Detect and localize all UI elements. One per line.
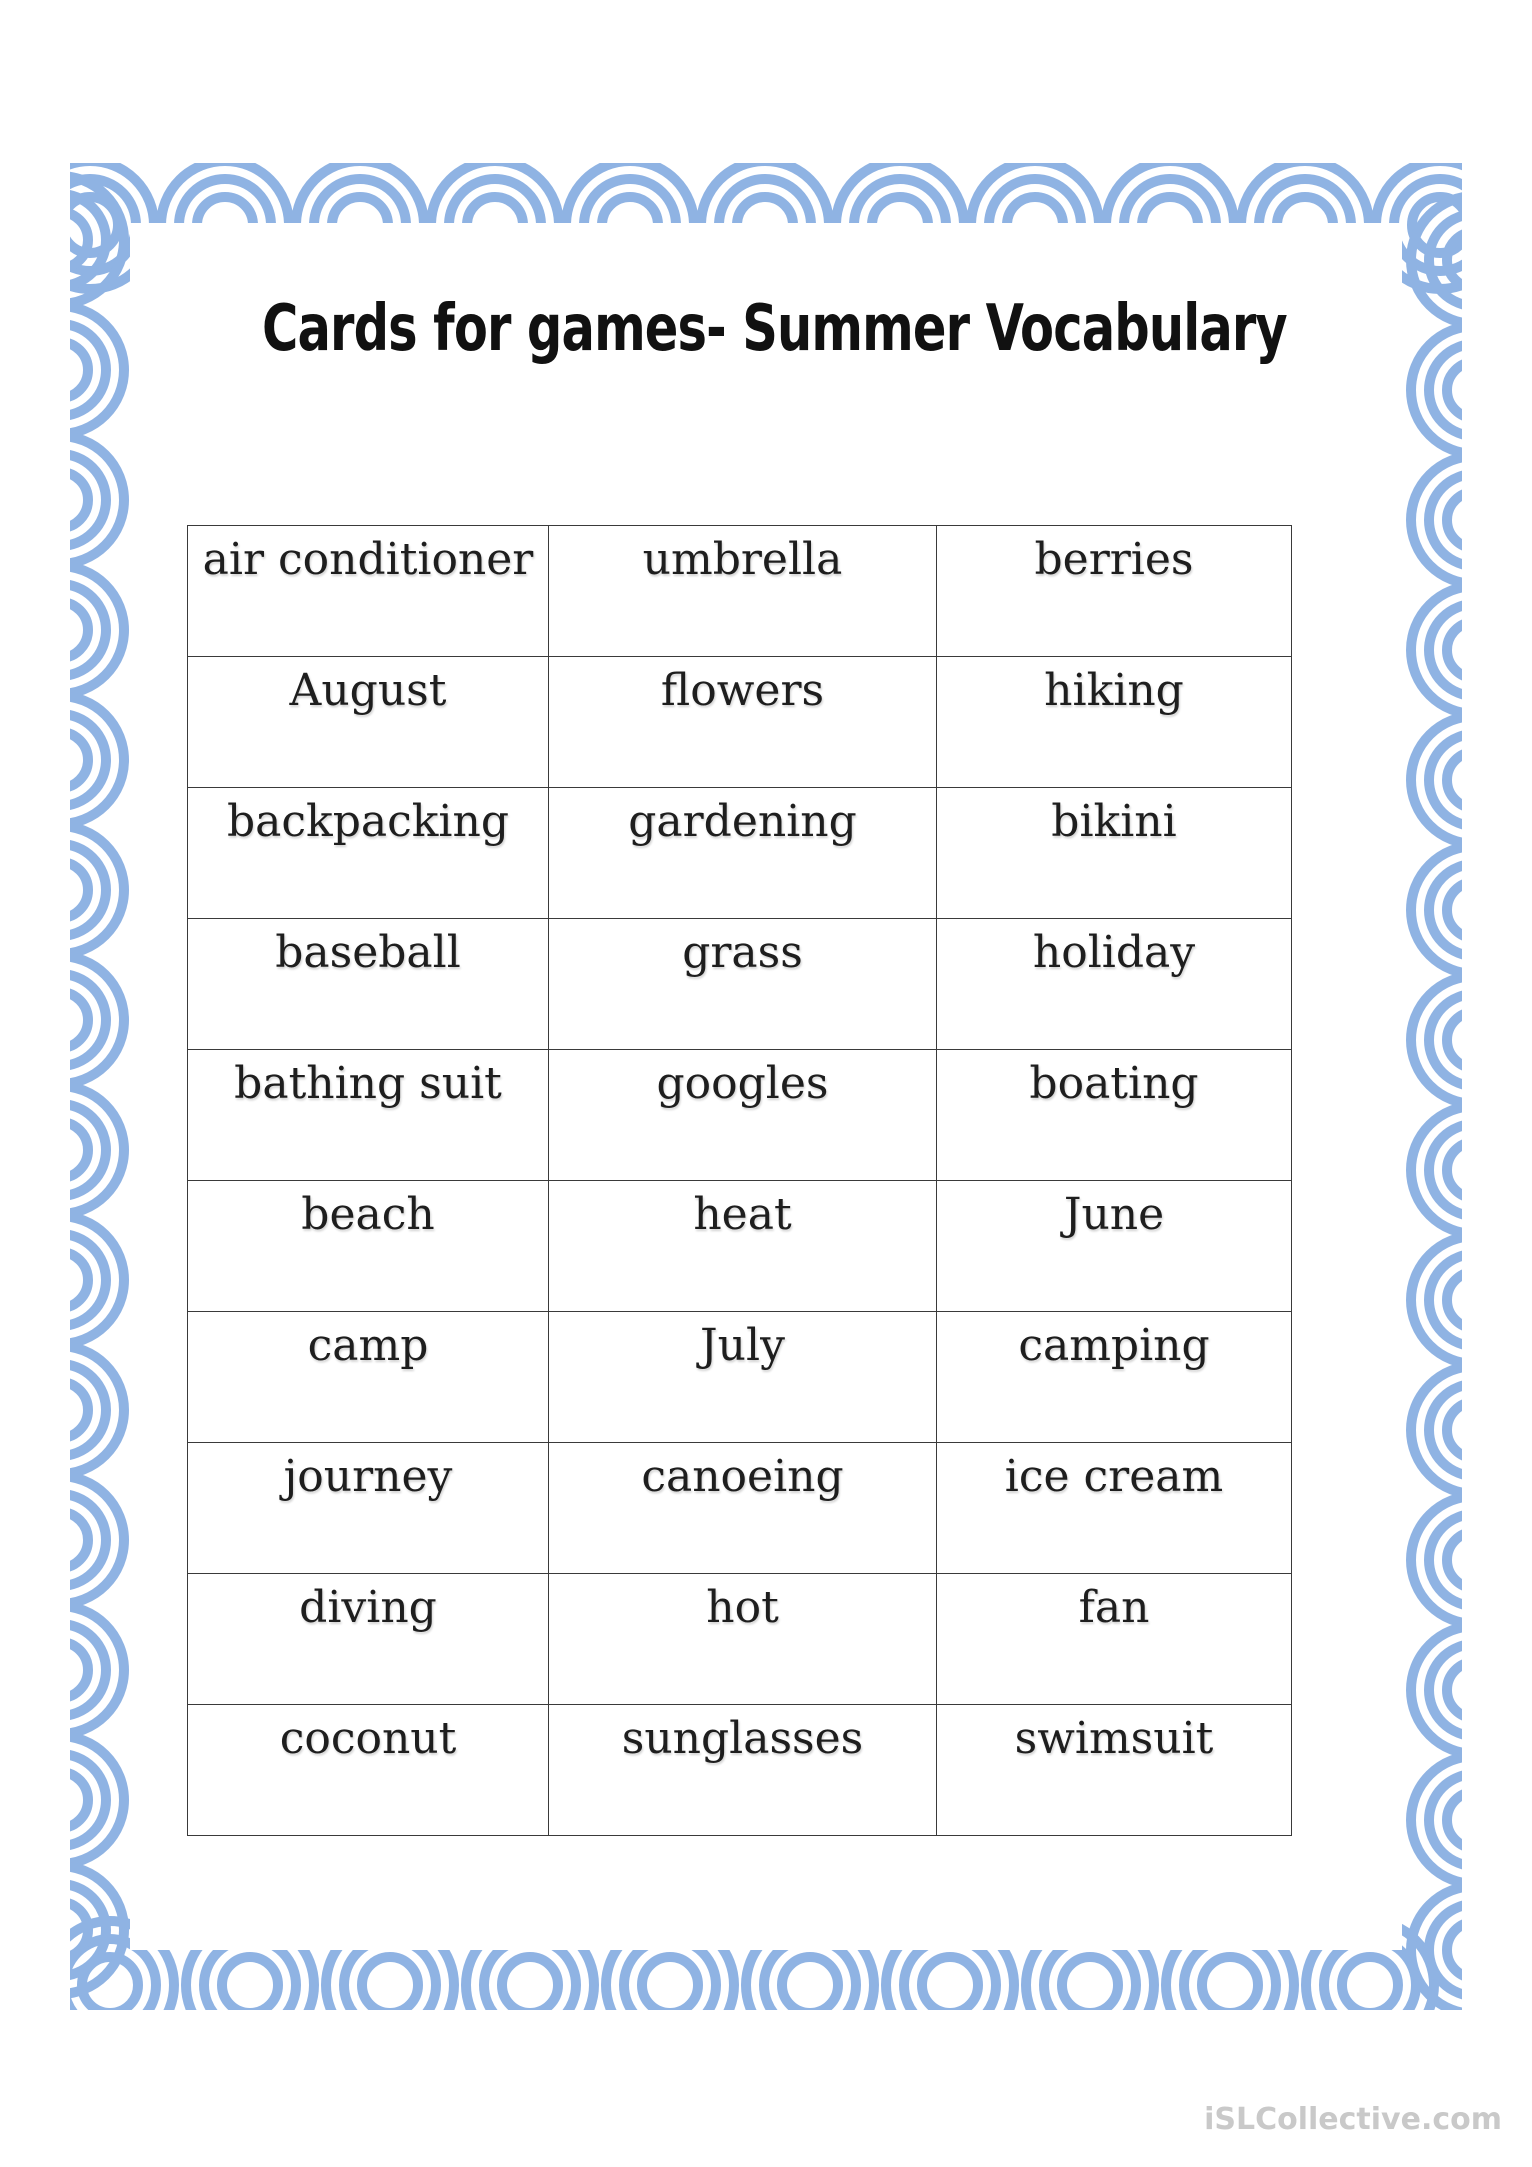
vocab-card — [188, 1574, 549, 1705]
vocab-card — [937, 788, 1292, 919]
vocab-word: baseball — [275, 927, 461, 978]
table-row — [188, 1574, 1292, 1705]
vocab-word: holiday — [1032, 927, 1196, 978]
vocab-word: journey — [283, 1451, 453, 1502]
vocab-card — [549, 1312, 937, 1443]
vocab-word: August — [289, 665, 447, 716]
vocab-card — [188, 1443, 549, 1574]
table-row — [188, 1443, 1292, 1574]
vocab-word: June — [1063, 1189, 1165, 1240]
vocab-word: heat — [693, 1189, 792, 1240]
table-row — [188, 1050, 1292, 1181]
table-row — [188, 526, 1292, 657]
vocab-card — [937, 1705, 1292, 1836]
vocab-card — [549, 788, 937, 919]
vocab-card — [188, 788, 549, 919]
vocab-word: backpacking — [227, 796, 509, 847]
vocab-word: swimsuit — [1014, 1713, 1214, 1764]
vocab-card — [937, 919, 1292, 1050]
vocab-word: air conditioner — [202, 534, 534, 585]
table-row — [188, 1181, 1292, 1312]
table-row — [188, 1705, 1292, 1836]
vocab-word: bathing suit — [234, 1058, 502, 1109]
vocab-word: beach — [301, 1189, 435, 1240]
vocab-card — [549, 1705, 937, 1836]
vocab-word: umbrella — [642, 534, 843, 585]
vocab-card — [549, 1181, 937, 1312]
vocab-card — [188, 657, 549, 788]
vocabulary-table — [187, 525, 1292, 1836]
vocab-card — [188, 526, 549, 657]
vocab-word: diving — [299, 1582, 437, 1633]
vocab-card — [549, 1443, 937, 1574]
table-row — [188, 657, 1292, 788]
vocab-card — [937, 526, 1292, 657]
vocab-word: flowers — [660, 665, 825, 716]
watermark: iSLCollective.com — [1204, 2102, 1502, 2137]
vocab-word: gardening — [628, 796, 857, 847]
vocab-card — [549, 1574, 937, 1705]
vocab-card — [188, 1050, 549, 1181]
vocab-word: berries — [1034, 534, 1194, 585]
vocab-word: fan — [1078, 1582, 1150, 1633]
vocab-word: hot — [706, 1582, 779, 1633]
vocab-card — [188, 1181, 549, 1312]
page-title: Cards for games- Summer Vocabulary — [262, 292, 1287, 366]
vocab-word: googles — [656, 1058, 829, 1109]
table-row — [188, 788, 1292, 919]
vocab-card — [188, 919, 549, 1050]
vocab-card — [188, 1705, 549, 1836]
vocab-word: canoeing — [641, 1451, 844, 1502]
vocab-word: coconut — [279, 1713, 457, 1764]
vocab-word: boating — [1029, 1058, 1199, 1109]
vocab-word: ice cream — [1004, 1451, 1224, 1502]
vocab-card — [549, 526, 937, 657]
vocab-card — [937, 1181, 1292, 1312]
vocab-word: sunglasses — [621, 1713, 864, 1764]
vocab-card — [188, 1312, 549, 1443]
vocab-card — [937, 1312, 1292, 1443]
table-row — [188, 919, 1292, 1050]
vocab-word: camp — [307, 1320, 429, 1371]
vocab-word: camping — [1018, 1320, 1210, 1371]
vocab-card — [937, 657, 1292, 788]
vocab-word: grass — [682, 927, 803, 978]
vocab-card — [937, 1443, 1292, 1574]
vocab-card — [937, 1050, 1292, 1181]
vocab-card — [549, 657, 937, 788]
vocab-word: hiking — [1044, 665, 1184, 716]
vocab-word: bikini — [1051, 796, 1177, 847]
vocab-card — [549, 1050, 937, 1181]
table-row — [188, 1312, 1292, 1443]
vocab-card — [549, 919, 937, 1050]
vocab-card — [937, 1574, 1292, 1705]
vocab-word: July — [700, 1320, 785, 1371]
